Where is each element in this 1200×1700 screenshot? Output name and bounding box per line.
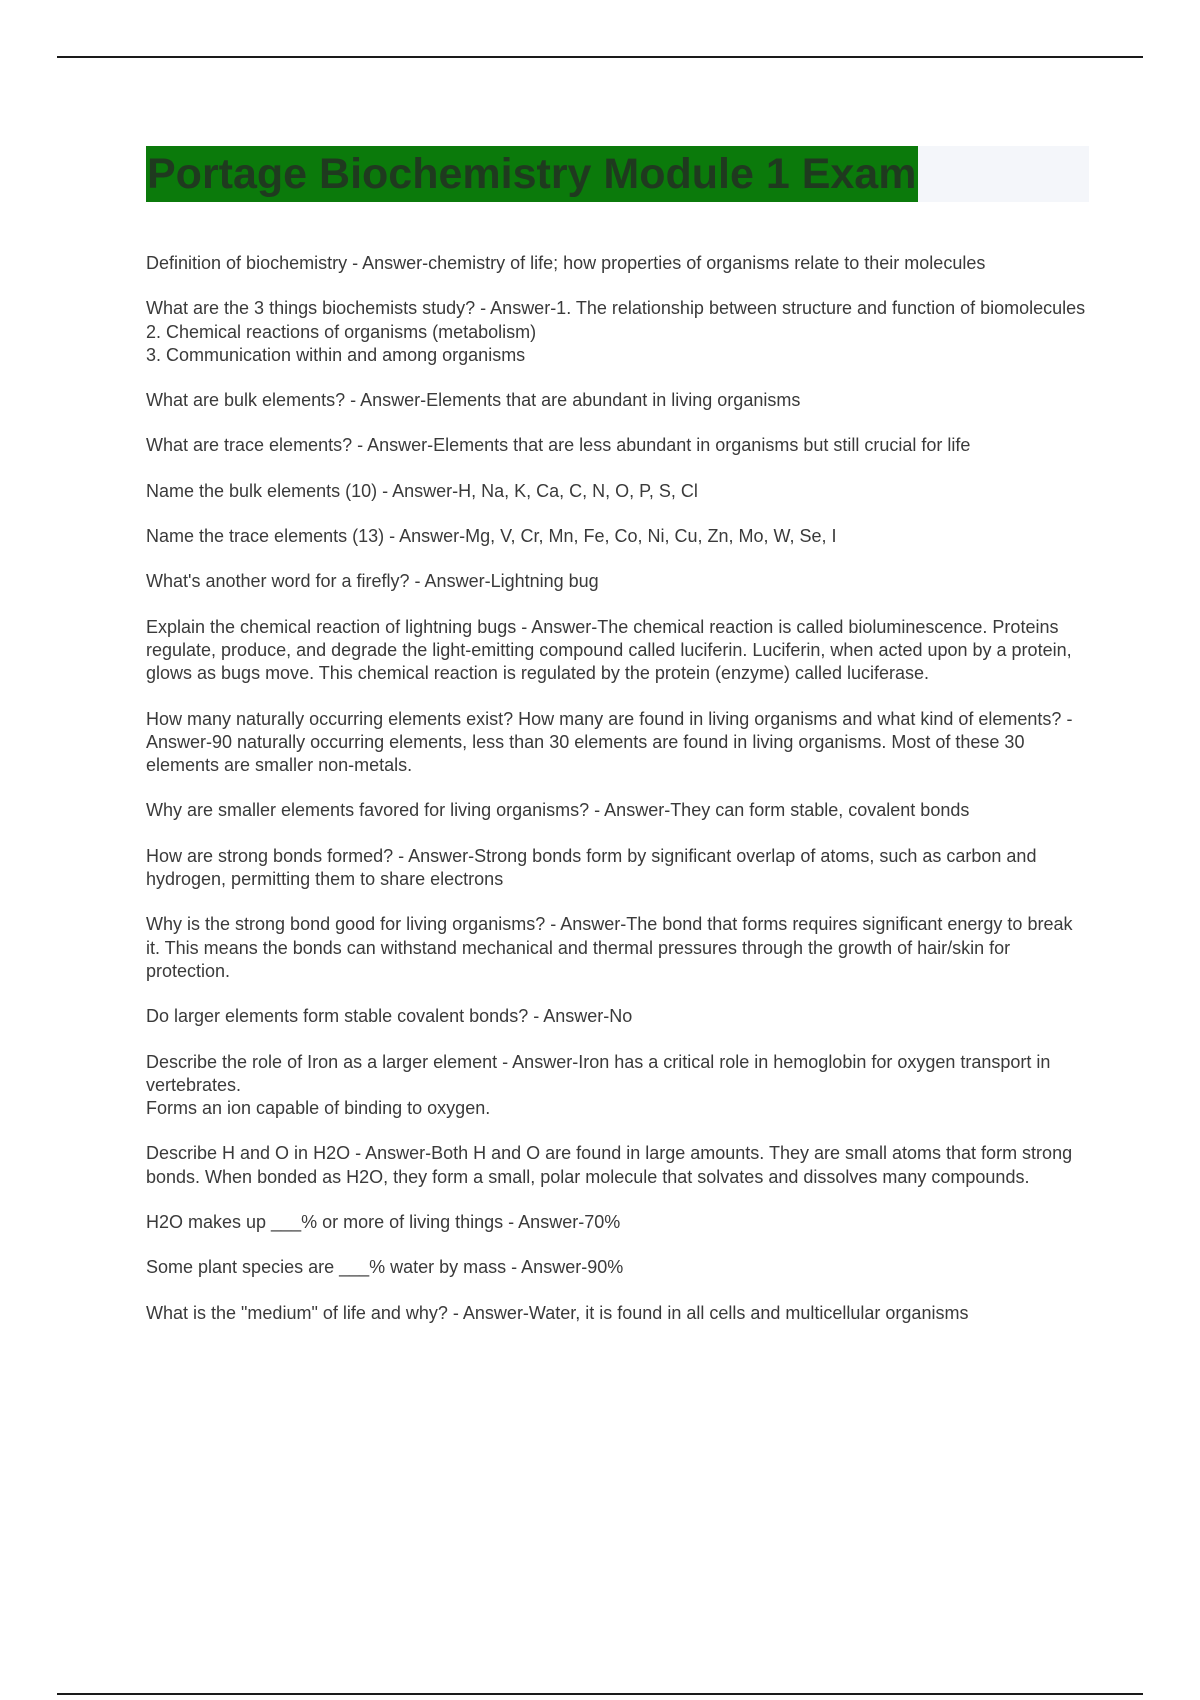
document-title: Portage Biochemistry Module 1 Exam: [146, 146, 918, 202]
qa-item-11: How are strong bonds formed? - Answer-Strong bonds form by significant overlap of atoms, such as carbon and hydrogen, permitting them to share electrons: [146, 845, 1037, 890]
title-band: [146, 146, 1089, 202]
qa-item-1: Definition of biochemistry - Answer-chemistry of life; how properties of organisms relate to their molecules: [146, 253, 986, 273]
qa-item-4: What are trace elements? - Answer-Elements that are less abundant in organisms but still crucial for life: [146, 435, 971, 456]
qa-item-3: What are bulk elements? - Answer-Elements that are abundant in living organisms: [146, 390, 801, 411]
qa-item-12: Why is the strong bond good for living organisms? - Answer-The bond that forms requires significant energy to break it. This means the bonds can withstand mechanical and thermal pressures through the growth of hair/skin for protection.: [146, 914, 1073, 981]
qa-item-16: H2O makes up ___% or more of living things - Answer-70%: [146, 1212, 621, 1233]
qa-list: [146, 252, 1091, 1347]
qa-item-6: Name the trace elements (13) - Answer-Mg, V, Cr, Mn, Fe, Co, Ni, Cu, Zn, Mo, W, Se, I: [146, 526, 837, 547]
qa-item-15: Describe H and O in H2O - Answer-Both H and O are found in large amounts. They are small atoms that form strong bonds. When bonded as H2O, they form a small, polar molecule that solvates and dissolves many compounds.: [146, 1143, 1073, 1187]
qa-item-18: What is the "medium" of life and why? - Answer-Water, it is found in all cells and multicellular organisms: [146, 1302, 969, 1323]
bottom-divider: [57, 1693, 1143, 1695]
qa-item-10: Why are smaller elements favored for living organisms? - Answer-They can form stable, covalent bonds: [146, 800, 970, 821]
qa-item-8: Explain the chemical reaction of lightning bugs - Answer-The chemical reaction is called bioluminescence. Proteins regulate, produce, and degrade the light-emitting compound called luciferin. Luciferin, when acted upon by a protein, glows as bugs move. This chemical reaction is regulated by the protein (enzyme) called luciferase.: [146, 616, 1072, 684]
qa-item-17: Some plant species are ___% water by mass - Answer-90%: [146, 1257, 624, 1278]
top-divider: [57, 56, 1143, 58]
qa-item-14: Describe the role of Iron as a larger element - Answer-Iron has a critical role in hemoglobin for oxygen transport in vertebrates. Forms an ion capable of binding to oxygen.: [146, 1051, 1051, 1119]
qa-item-9: How many naturally occurring elements exist? How many are found in living organisms and what kind of elements? - Answer-90 naturally occurring elements, less than 30 elements are found in living organisms. Most of these 30 elements are smaller non-metals.: [146, 708, 1073, 776]
qa-item-2: What are the 3 things biochemists study? - Answer-1. The relationship between structure and function of biomolecules 2. Chemical reactions of organisms (metabolism) 3. Communication within and among organisms: [146, 298, 1086, 365]
qa-item-13: Do larger elements form stable covalent bonds? - Answer-No: [146, 1006, 633, 1027]
qa-item-5: Name the bulk elements (10) - Answer-H, Na, K, Ca, C, N, O, P, S, Cl: [146, 480, 698, 501]
qa-item-7: What's another word for a firefly? - Answer-Lightning bug: [146, 571, 599, 592]
